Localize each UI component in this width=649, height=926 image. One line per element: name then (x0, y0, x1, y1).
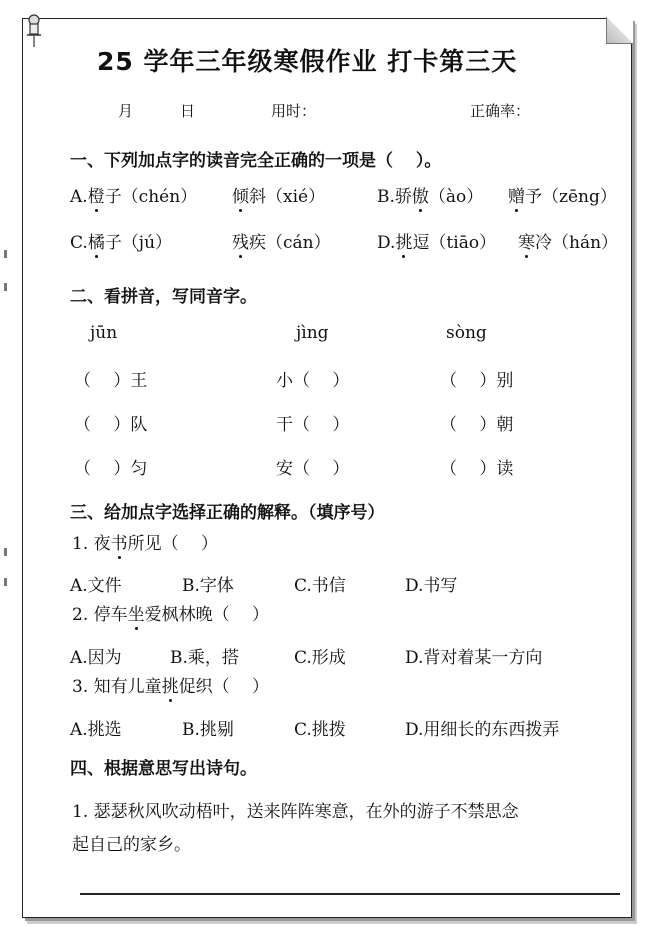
pushpin-icon (24, 14, 44, 48)
option-b-second: 赠予（zēng） (508, 182, 617, 207)
blank-item: （ ）读 (440, 459, 514, 479)
dotted-char: 寒 (518, 228, 535, 253)
scan-edge-mark (4, 283, 7, 291)
page-fold-corner (606, 17, 633, 44)
option-a: A.橙子（chén） (70, 182, 197, 207)
blank-item: 安（ ） (276, 459, 350, 479)
option-d: D.挑逗（tiāo） (377, 228, 496, 253)
blank-item: （ ）队 (74, 415, 148, 435)
question-3: 3. 知有儿童挑促织（ ） (72, 672, 269, 697)
q1-option-a: A.文件 (70, 576, 122, 596)
pinyin-jun: jūn (90, 323, 118, 343)
accuracy-label: 正确率： (470, 102, 531, 120)
section1-heading: 一、下列加点字的读音完全正确的一项是（ ）。 (70, 151, 442, 171)
scan-edge-mark (4, 250, 7, 258)
q3-option-b: B.挑剔 (182, 720, 234, 740)
answer-line[interactable] (80, 893, 620, 895)
poem-prompt-line2: 起自己的家乡。 (72, 835, 191, 855)
blank-item: （ ）匀 (74, 459, 148, 479)
dotted-char: 挑 (162, 672, 179, 697)
q3-option-d: D.用细长的东西拨弄 (405, 720, 560, 740)
time-used-label: 用时： (271, 102, 317, 120)
question-1: 1. 夜书所见（ ） (72, 529, 218, 554)
question-2: 2. 停车坐爱枫林晚（ ） (72, 600, 269, 625)
month-label: 月 (118, 102, 134, 120)
dotted-char: 倾 (232, 182, 249, 207)
q1-option-b: B.字体 (182, 576, 234, 596)
pinyin-song: sòng (446, 323, 487, 343)
option-c-second: 残疾（cán） (232, 228, 331, 253)
q1-option-c: C.书信 (294, 576, 346, 596)
q2-option-b: B.乘，搭 (170, 648, 239, 668)
poem-prompt-line1: 1. 瑟瑟秋风吹动梧叶，送来阵阵寒意，在外的游子不禁思念 (72, 802, 519, 822)
dotted-char: 橘 (88, 228, 105, 253)
option-b: B.骄傲（ào） (377, 182, 483, 207)
dotted-char: 傲 (412, 182, 429, 207)
scan-edge-mark (4, 578, 7, 586)
day-label: 日 (180, 102, 196, 120)
section4-heading: 四、根据意思写出诗句。 (70, 759, 257, 779)
blank-item: （ ）王 (74, 371, 148, 391)
q3-option-a: A.挑选 (70, 720, 122, 740)
dotted-char: 残 (232, 228, 249, 253)
q2-option-c: C.形成 (294, 648, 346, 668)
dotted-char: 书 (111, 529, 128, 554)
q1-option-d: D.书写 (405, 576, 458, 596)
q2-option-d: D.背对着某一方向 (405, 648, 543, 668)
scan-edge-mark (4, 548, 7, 556)
dotted-char: 坐 (128, 600, 145, 625)
dotted-char: 橙 (88, 182, 105, 207)
blank-item: 干（ ） (276, 415, 350, 435)
option-c: C.橘子（jú） (70, 228, 172, 253)
blank-item: （ ）朝 (440, 415, 514, 435)
pinyin-jing: jìng (296, 323, 329, 343)
q3-option-c: C.挑拨 (294, 720, 346, 740)
blank-item: （ ）别 (440, 371, 514, 391)
option-a-second: 倾斜（xié） (232, 182, 325, 207)
q2-option-a: A.因为 (70, 648, 122, 668)
dotted-char: 赠 (508, 182, 525, 207)
option-d-second: 寒冷（hán） (518, 228, 618, 253)
section3-heading: 三、给加点字选择正确的解释。（填序号） (70, 503, 385, 523)
section2-heading: 二、看拼音，写同音字。 (70, 287, 257, 307)
page-title: 25 学年三年级寒假作业 打卡第三天 (97, 47, 518, 76)
blank-item: 小（ ） (276, 371, 350, 391)
dotted-char: 挑 (395, 228, 412, 253)
